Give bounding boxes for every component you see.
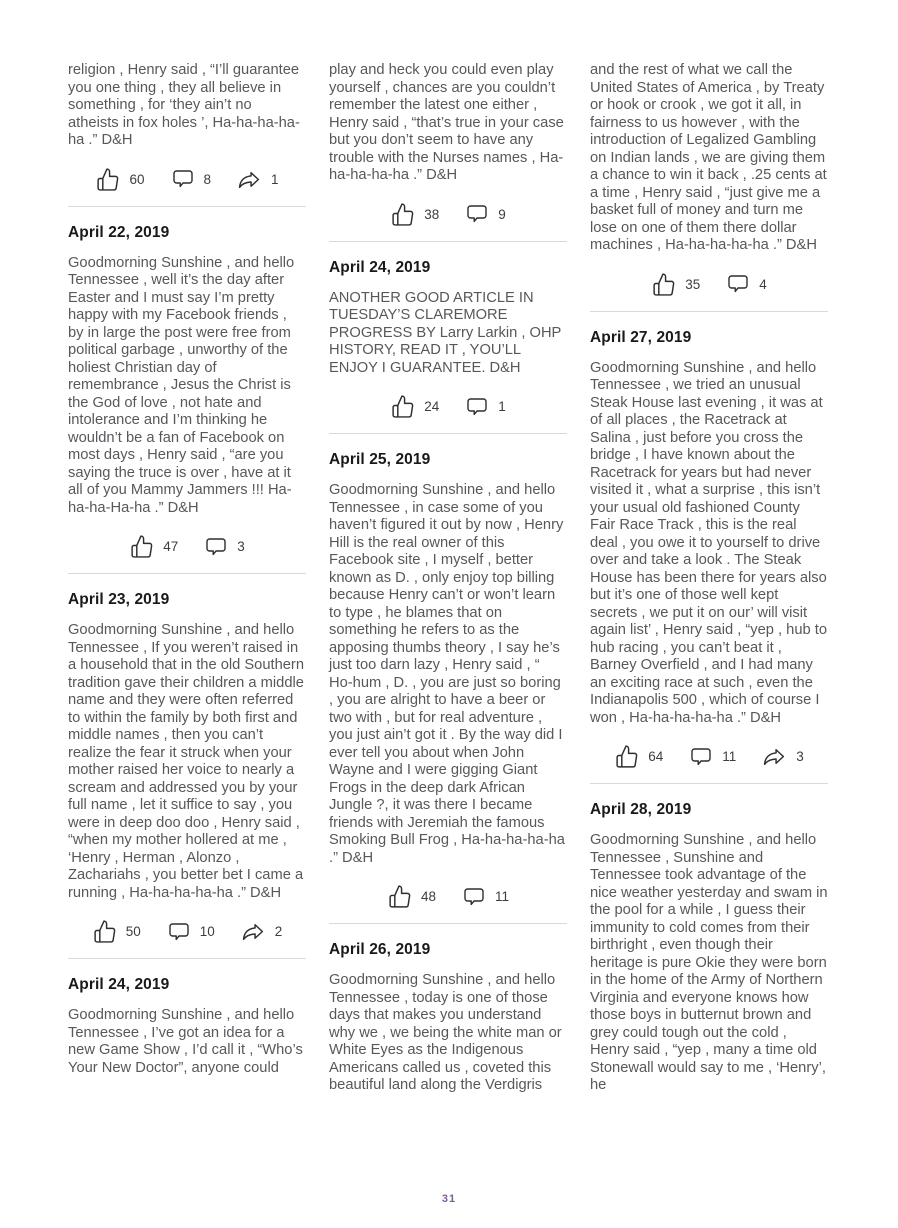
comments-stat — [689, 745, 736, 769]
comments-stat — [167, 920, 215, 944]
post-date-heading: April 25, 2019 — [329, 451, 431, 468]
post-stats-row — [329, 202, 567, 227]
post-body-text: Goodmorning Sunshine , and hello Tennessee , I’ve got an idea for a new Game Show , I’d call it , “Who’s Your New Doctor”, anyone could — [68, 1007, 303, 1076]
post-divider — [590, 311, 828, 312]
comments-count: 3 — [237, 539, 245, 554]
post-body-text: Goodmorning Sunshine , and hello Tennessee , Sunshine and Tennessee took advantage of the nice weather yesterday and swam in the pool for a while , I guess their immunity to cold comes from their birthright , even though their heritage is pure Okie they were born in the home of the Army of Northern Virginia and everyone knows how those boys in butternut brown and grey could tough out the cold , Henry said , “yep , many a time old Stonewall would say to me , ‘Henry’, he — [590, 832, 828, 1093]
thumbs-up-icon — [95, 167, 120, 192]
thumbs-up-icon — [390, 202, 415, 227]
comments-count: 10 — [199, 924, 215, 939]
post-date-heading: April 26, 2019 — [329, 941, 431, 958]
post-body-text: religion , Henry said , “I’ll guarantee you one thing , they all believe in something , for ‘they ain’t no atheists in fox holes ’, Ha-ha-ha-ha-ha .” D&H — [68, 62, 300, 148]
post-stats-row — [68, 167, 306, 192]
shares-stat — [241, 919, 283, 944]
comments-stat — [462, 885, 509, 909]
likes-count: 35 — [685, 276, 701, 292]
likes-stat — [92, 919, 141, 944]
post-divider — [68, 573, 306, 574]
likes-count: 47 — [163, 539, 179, 554]
post-date-heading: April 24, 2019 — [329, 258, 431, 276]
likes-count: 60 — [129, 171, 145, 187]
likes-stat — [651, 272, 700, 297]
post-divider — [329, 241, 567, 242]
thumbs-up-icon — [92, 919, 117, 944]
shares-count: 2 — [274, 924, 283, 939]
post-body-text: Goodmorning Sunshine , and hello Tennessee , well it’s the day after Easter and I must say I’m pretty happy with my Facebook friends , by in large the post were free from political garbage , unworthy of the holiest Christian day of remembrance , Jesus the Christ is the God of love , not hate and intolerance and I’m thinking he wouldn’t be a fan of Facebook on most days , Henry said , “are you saying the truce is over , have at it all of you Mammy Jammers !!! Ha-ha-ha-Ha-ha .” D&H — [68, 254, 295, 516]
comments-count: 4 — [759, 276, 767, 292]
share-arrow-icon — [241, 919, 266, 944]
comment-bubble-icon — [462, 885, 486, 909]
post-stats-row — [590, 272, 828, 297]
post-stats-row — [329, 394, 567, 419]
column-middle — [329, 62, 567, 1095]
post-date-heading: April 24, 2019 — [68, 976, 170, 993]
thumbs-up-icon — [614, 744, 639, 769]
post-divider — [68, 206, 306, 207]
comment-bubble-icon — [204, 535, 228, 559]
likes-stat — [95, 167, 144, 192]
comment-bubble-icon — [465, 395, 489, 419]
post-body-text: ANOTHER GOOD ARTICLE IN TUESDAY’S CLAREMORE PROGRESS BY Larry Larkin , OHP HISTORY, READ IT , YOU’LL ENJOY I GUARANTEE. D&H — [329, 289, 562, 376]
likes-count: 48 — [420, 889, 436, 904]
shares-count: 1 — [271, 171, 279, 187]
post-body-text: play and heck you could even play yourself , chances are you couldn’t remember the latest one either , Henry said , “that’s true in your case but you don’t seem to have any trouble with the Nurses names , Ha-ha-ha-ha-ha .” D&H — [329, 62, 564, 183]
post-stats-row — [68, 919, 306, 944]
post-stats-row — [329, 884, 567, 909]
likes-count: 50 — [125, 924, 141, 939]
post-date-heading: April 28, 2019 — [590, 801, 692, 818]
likes-stat — [390, 394, 439, 419]
likes-stat — [129, 534, 178, 559]
comments-count: 11 — [495, 889, 510, 904]
likes-count: 24 — [424, 399, 440, 414]
post-divider — [68, 958, 306, 959]
comment-bubble-icon — [726, 272, 750, 296]
page-number: 31 — [441, 1193, 457, 1205]
likes-stat — [390, 202, 439, 227]
likes-count: 38 — [424, 206, 440, 222]
post-divider — [590, 783, 828, 784]
column-left — [68, 62, 306, 1095]
thumbs-up-icon — [390, 394, 415, 419]
likes-count: 64 — [648, 749, 664, 764]
thumbs-up-icon — [651, 272, 676, 297]
comments-stat — [465, 202, 506, 226]
post-body-text: and the rest of what we call the United States of America , by Treaty or hook or crook , we got it all, in fairness to us however , with the introduction of Legalized Gambling on Indian lands , we are giving them a chance to win it back , .25 cents at a time , Henry said , “just give me a basket full of money and turn me lose on one of them there dollar machines , Ha-ha-ha-ha-ha .” D&H — [590, 62, 827, 253]
likes-stat — [387, 884, 436, 909]
thumbs-up-icon — [129, 534, 154, 559]
post-divider — [329, 433, 567, 434]
post-stats-row — [590, 744, 828, 769]
post-stats-row — [68, 534, 306, 559]
post-date-heading: April 22, 2019 — [68, 223, 170, 241]
comment-bubble-icon — [167, 920, 191, 944]
comments-count: 1 — [498, 399, 506, 414]
shares-stat — [237, 167, 279, 192]
comment-bubble-icon — [465, 202, 489, 226]
comments-stat — [171, 167, 212, 191]
post-body-text: Goodmorning Sunshine , and hello Tennessee , today is one of those days that makes you understand why we , we being the white man or White Eyes as the Indigenous Americans called us , coveted this beautiful land along the Verdigris — [329, 972, 562, 1093]
post-divider — [329, 923, 567, 924]
comments-stat — [465, 395, 506, 419]
thumbs-up-icon — [387, 884, 412, 909]
shares-count: 3 — [796, 749, 804, 764]
column-right — [590, 62, 828, 1095]
comment-bubble-icon — [689, 745, 713, 769]
post-body-text: Goodmorning Sunshine , and hello Tennessee , in case some of you haven’t figured it out by now , Henry Hill is the real owner of this Facebook site , I myself , better known as D. , only enjoy top billing because Henry can’t or won’t learn to type , he blames that on something he refers to as the apposing thumbs theory , I say he’s just too darn lazy , Henry said , “ Ho-hum , D. , you are just so boring , you are alright to have a beer or two with , but for real adventure , you just ain’t got it . By the way did I ever tell you about when John Wayne and I were gigging Giant Frogs in the deep dark African Jungle ?, it was there I became friends with Jeremiah the famous Smoking Bull Frog , Ha-ha-ha-ha-ha .” D&H — [329, 482, 565, 866]
post-date-heading: April 27, 2019 — [590, 328, 692, 346]
comment-bubble-icon — [171, 167, 195, 191]
comments-stat — [726, 272, 767, 296]
comments-count: 9 — [498, 206, 506, 222]
share-arrow-icon — [762, 744, 787, 769]
comments-count: 8 — [203, 171, 212, 187]
post-body-text: Goodmorning Sunshine , and hello Tennessee , we tried an unusual Steak House last evening , it was at of all places , the Racetrack at Salina , just before you cross the bridge , I have known about the Racetrack for years but had never visited it , what a surprise , this isn’t your usual old fashioned County Fair Race Track , this is the real deal , you owe it to yourself to drive over and take a look . The Steak House has been there for years also but it’s one of those well kept secrets , we put it on our’ will visit again list’ , Henry said , “yep , hub to hub racing , you can’t beat it , Barney Overfield , and I had many an exciting race at such , even the Indianapolis 500 , which of course I won , Ha-ha-ha-ha-ha .” D&H — [590, 359, 828, 726]
shares-stat — [762, 744, 804, 769]
likes-stat — [614, 744, 663, 769]
share-arrow-icon — [237, 167, 262, 192]
comments-count: 11 — [722, 749, 737, 764]
post-date-heading: April 23, 2019 — [68, 591, 170, 608]
post-body-text: Goodmorning Sunshine , and hello Tennessee , If you weren’t raised in a household that in the old Southern tradition gave their children a middle name and they were often referred to within the family by both first and middle names , then you can’t realize the fear it struck when your mother raised her voice to nearly a scream and addressed you by your full name , let it suffice to say , you were in deep doo doo , Henry said , “when my mother hollered at me , ‘Henry , Herman , Alonzo , Zachariahs , you better bet I came a running , Ha-ha-ha-ha-ha .” D&H — [68, 622, 304, 901]
comments-stat — [204, 535, 245, 559]
